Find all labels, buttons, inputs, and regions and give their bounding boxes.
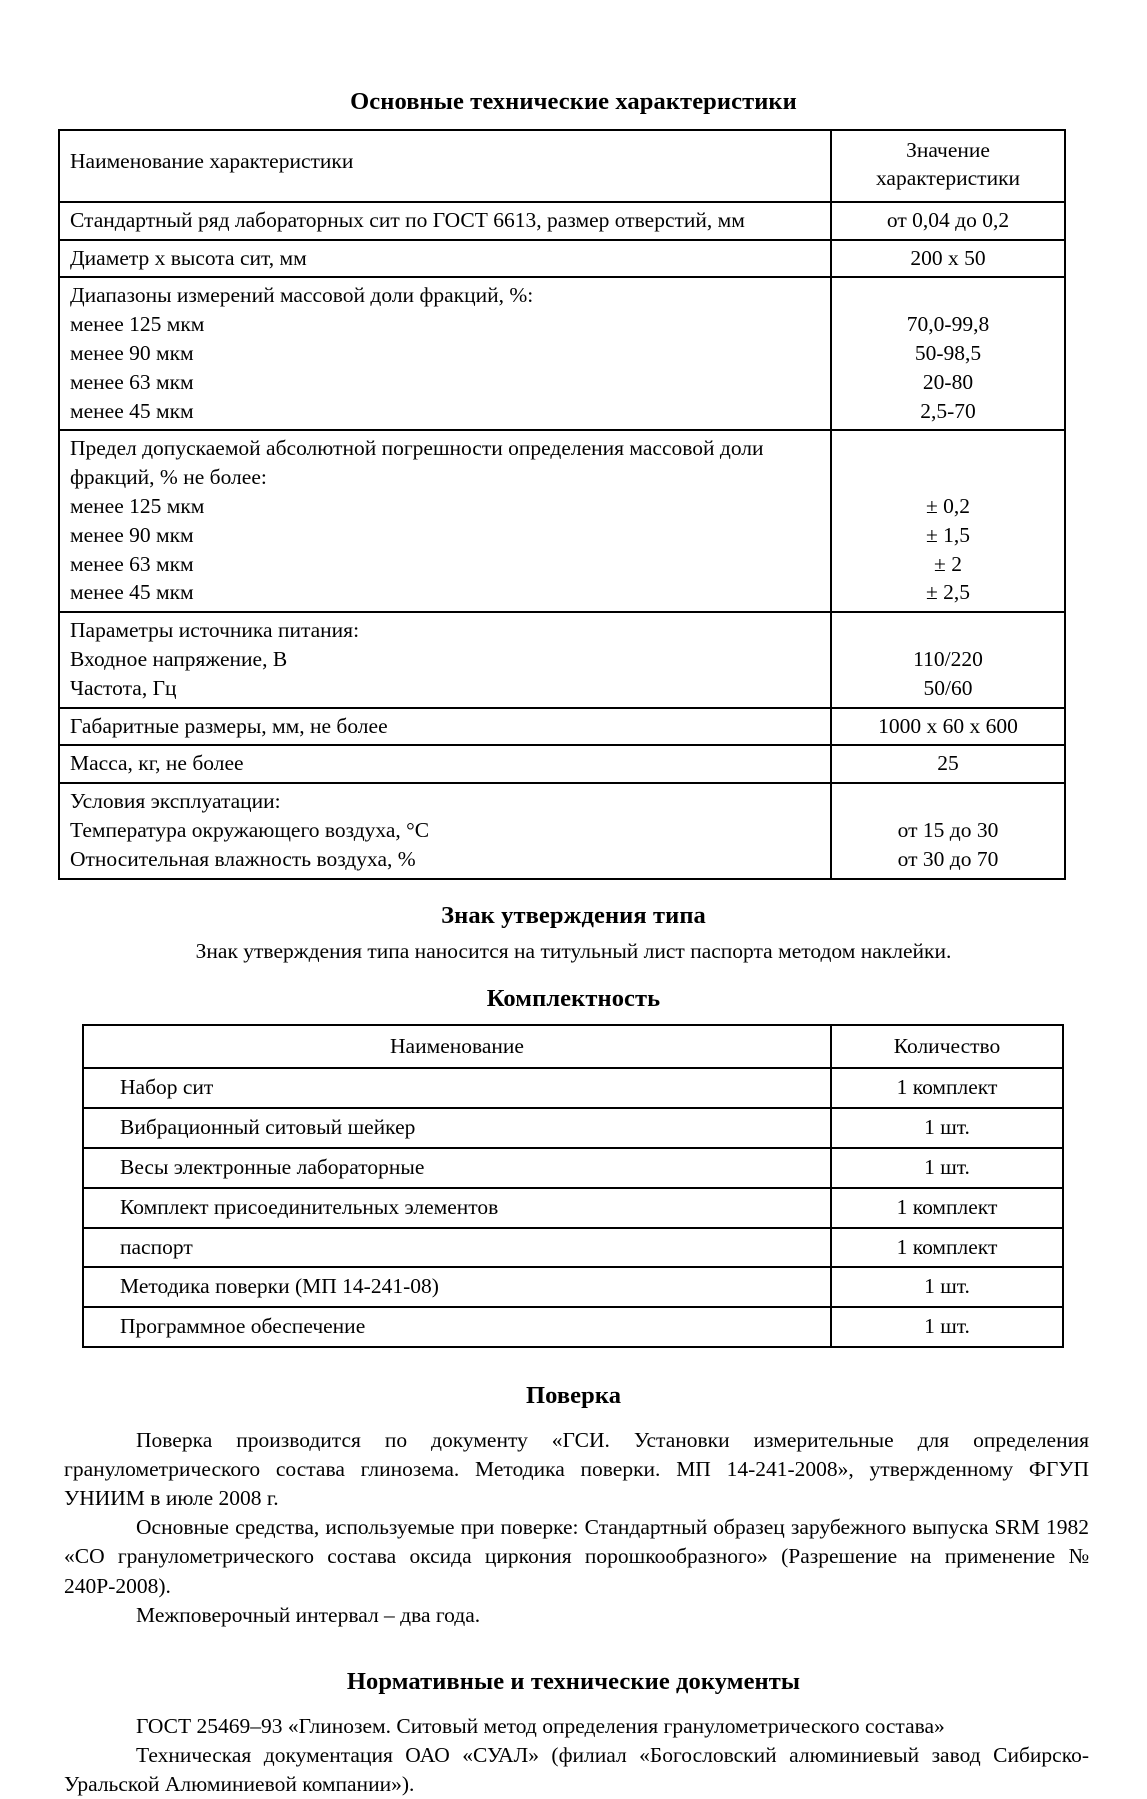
kit-row-name: Методика поверки (МП 14-241-08) xyxy=(83,1267,831,1307)
spec-value-line: от 15 до 30 xyxy=(897,818,999,843)
document-page xyxy=(0,88,1147,1797)
kit-row-quantity: 1 шт. xyxy=(831,1108,1063,1148)
spec-row-value xyxy=(831,783,1065,878)
kit-row-quantity: 1 шт. xyxy=(831,1307,1063,1347)
spec-name-line: менее 63 мкм xyxy=(70,551,194,576)
kit-row-quantity: 1 шт. xyxy=(831,1267,1063,1307)
spec-name-line: менее 90 мкм xyxy=(70,522,194,547)
kit-row-name: Комплект присоединительных элементов xyxy=(83,1188,831,1228)
spec-row-name xyxy=(59,708,831,746)
spec-name-line: Условия эксплуатации: xyxy=(70,789,281,814)
spec-name-line: Диаметр x высота сит, мм xyxy=(70,245,307,270)
table-row xyxy=(83,1307,1063,1347)
table-row xyxy=(59,202,1065,240)
kit-row-name: Набор сит xyxy=(83,1068,831,1108)
spec-name-line: Параметры источника питания: xyxy=(70,618,360,643)
table-row xyxy=(59,277,1065,430)
spec-name-line: менее 90 мкм xyxy=(70,341,194,366)
spec-name-line: менее 125 мкм xyxy=(70,494,205,519)
spec-value-line: 20-80 xyxy=(922,369,974,394)
kit-row-quantity: 1 комплект xyxy=(831,1228,1063,1268)
spec-name-line: Частота, Гц xyxy=(70,675,177,700)
kit-row-quantity: 1 комплект xyxy=(831,1188,1063,1228)
spec-value-line: ± 2 xyxy=(934,551,962,576)
spec-row-name xyxy=(59,612,831,707)
normative-paragraph-1: ГОСТ 25469–93 «Глинозем. Ситовый метод определения гранулометрического состава» xyxy=(136,1713,945,1738)
spec-value-line: ± 0,2 xyxy=(925,494,971,519)
spec-row-name xyxy=(59,745,831,783)
page-title-specifications: Основные технические характеристики xyxy=(350,88,797,115)
kit-header-name: Наименование xyxy=(83,1025,831,1069)
table-row xyxy=(59,240,1065,278)
verification-paragraph-3: Межповерочный интервал – два года. xyxy=(136,1602,481,1627)
spec-row-value xyxy=(831,612,1065,707)
section-title-normative-documents: Нормативные и технические документы xyxy=(346,1667,801,1695)
spec-row-name xyxy=(59,202,831,240)
spec-header-value xyxy=(831,130,1065,202)
table-header-row xyxy=(83,1025,1063,1069)
spec-name-line: фракций, % не более: xyxy=(70,465,267,490)
spec-name-line: менее 125 мкм xyxy=(70,312,205,337)
kit-row-name: Вибрационный ситовый шейкер xyxy=(83,1108,831,1148)
kit-row-name: Весы электронные лабораторные xyxy=(83,1148,831,1188)
spec-header-name: Наименование характеристики xyxy=(59,130,831,202)
table-row xyxy=(59,612,1065,707)
verification-body xyxy=(64,1426,1089,1630)
kit-row-quantity: 1 комплект xyxy=(831,1068,1063,1108)
table-row xyxy=(59,783,1065,878)
spec-row-name xyxy=(59,240,831,278)
spec-value-line: 50/60 xyxy=(923,675,973,700)
kit-header-quantity: Количество xyxy=(831,1025,1063,1069)
spec-row-name xyxy=(59,783,831,878)
spec-value-line: 70,0-99,8 xyxy=(906,312,990,337)
table-row xyxy=(59,430,1065,612)
table-header-row xyxy=(59,130,1065,202)
spec-value-line: 25 xyxy=(937,751,959,776)
section-title-completeness: Комплектность xyxy=(486,984,661,1012)
table-row xyxy=(59,708,1065,746)
spec-name-line: Предел допускаемой абсолютной погрешности определения массовой доли xyxy=(70,436,764,461)
spec-name-line: менее 45 мкм xyxy=(70,580,194,605)
spec-value-line: 110/220 xyxy=(913,647,983,672)
table-row xyxy=(83,1148,1063,1188)
type-approval-mark-text: Знак утверждения типа наносится на титульный лист паспорта методом наклейки. xyxy=(195,938,952,963)
spec-name-line: Относительная влажность воздуха, % xyxy=(70,846,416,871)
spec-value-line: ± 2,5 xyxy=(925,580,971,605)
spec-name-line: менее 45 мкм xyxy=(70,398,194,423)
spec-value-line: ± 1,5 xyxy=(925,522,971,547)
spec-row-name xyxy=(59,277,831,430)
spec-row-value xyxy=(831,277,1065,430)
spec-row-name xyxy=(59,430,831,612)
table-row xyxy=(83,1068,1063,1108)
spec-name-line: Входное напряжение, В xyxy=(70,647,288,672)
table-row xyxy=(59,745,1065,783)
spec-name-line: Габаритные размеры, мм, не более xyxy=(70,713,388,738)
spec-value-line: 200 x 50 xyxy=(910,245,986,270)
specifications-table xyxy=(58,129,1066,880)
table-row xyxy=(83,1188,1063,1228)
spec-value-line: 50-98,5 xyxy=(914,341,982,366)
spec-value-line: от 0,04 до 0,2 xyxy=(886,207,1010,232)
spec-name-line: Масса, кг, не более xyxy=(70,751,244,776)
spec-row-value xyxy=(831,240,1065,278)
verification-paragraph-1: Поверка производится по документу «ГСИ. Установки измерительные для определения гранулометрического состава глинозема. Методика поверки. МП 14-241-2008», утвержденному ФГУП УНИИМ в июле 2008 г. xyxy=(64,1427,1089,1511)
normative-body xyxy=(64,1712,1089,1799)
spec-value-line: от 30 до 70 xyxy=(897,846,999,871)
section-title-verification: Поверка xyxy=(525,1381,622,1409)
spec-header-value-line2: характеристики xyxy=(875,165,1021,190)
spec-header-value-line1: Значение xyxy=(906,138,990,162)
spec-row-value xyxy=(831,202,1065,240)
verification-paragraph-2: Основные средства, используемые при поверке: Стандартный образец зарубежного выпуска SRM 1982 «СО гранулометрического состава оксида циркония порошкообразного» (Разрешение на применение № 240Р-2008). xyxy=(64,1515,1089,1598)
spec-row-value xyxy=(831,708,1065,746)
completeness-table xyxy=(82,1024,1064,1348)
spec-row-value xyxy=(831,745,1065,783)
spec-row-value xyxy=(831,430,1065,612)
kit-row-quantity: 1 шт. xyxy=(831,1148,1063,1188)
kit-row-name: паспорт xyxy=(83,1228,831,1268)
spec-name-line: менее 63 мкм xyxy=(70,369,194,394)
spec-value-line: 1000 x 60 x 600 xyxy=(878,713,1018,738)
spec-name-line: Диапазоны измерений массовой доли фракций, %: xyxy=(70,283,534,308)
spec-value-line: 2,5-70 xyxy=(920,398,976,423)
table-row xyxy=(83,1228,1063,1268)
table-row xyxy=(83,1108,1063,1148)
kit-row-name: Программное обеспечение xyxy=(83,1307,831,1347)
spec-name-line: Температура окружающего воздуха, °С xyxy=(70,818,430,843)
table-row xyxy=(83,1267,1063,1307)
section-title-type-approval-mark: Знак утверждения типа xyxy=(441,901,706,929)
normative-paragraph-2: Техническая документация ОАО «СУАЛ» (филиал «Богословский алюминиевый завод Сибирско-Уральской Алюминиевой компании»). xyxy=(64,1742,1089,1797)
spec-name-line: Стандартный ряд лабораторных сит по ГОСТ 6613, размер отверстий, мм xyxy=(70,207,745,232)
